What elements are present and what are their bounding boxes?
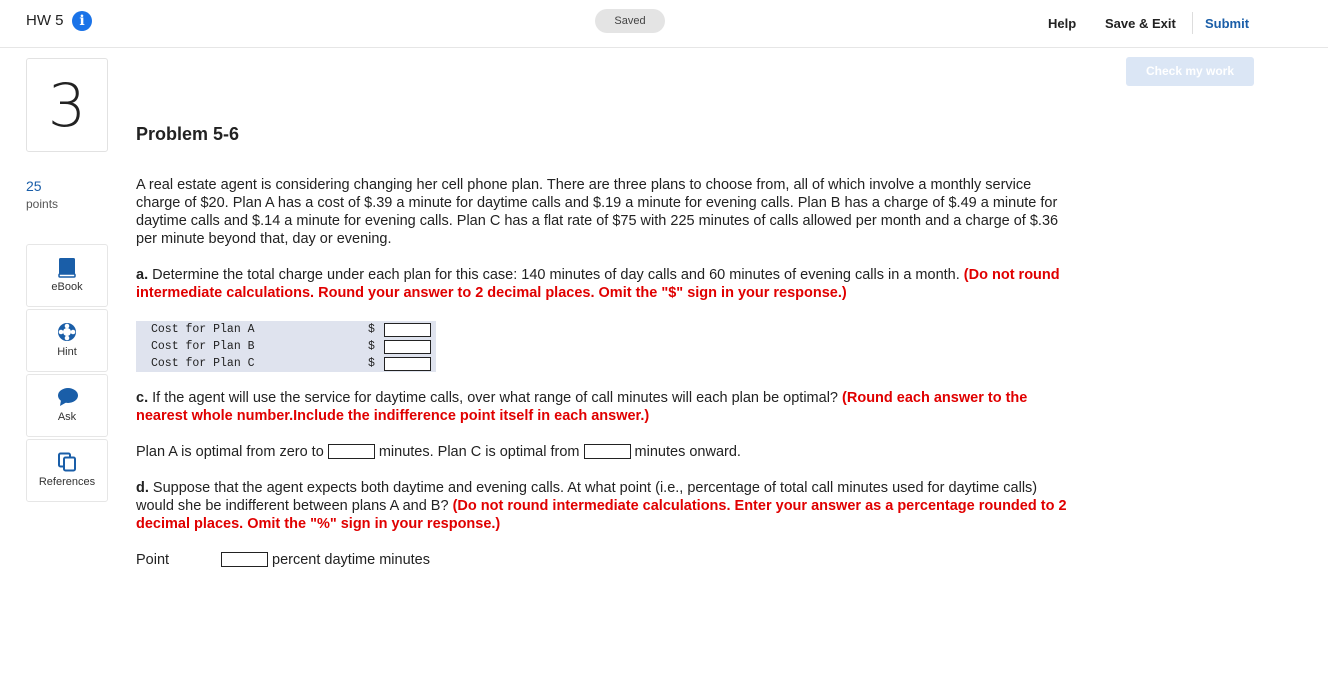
plan-c-range-input[interactable] bbox=[584, 444, 631, 459]
part-c-instruction: (Round each answer to the nearest whole number.Include the indifference point itself in each answer.) bbox=[136, 390, 1028, 424]
problem-intro: A real estate agent is considering changing her cell phone plan. There are three plans to choose from, all of which involve a monthly service charge of $20. Plan A has a cost of $.39 a minute for daytime calls and $.19 a minute for evening calls. Plan B has a charge of $.49 a minute for daytime calls and $.14 a minute for evening calls. Plan C has a flat rate of $75 with 225 minutes of calls allowed per month and a charge of $.36 per minute beyond that, day or evening. bbox=[136, 177, 1059, 247]
part-d-prompt bbox=[136, 479, 1076, 533]
plan-a-cost-input[interactable] bbox=[384, 323, 431, 337]
part-a-prompt bbox=[136, 266, 1076, 302]
help-link[interactable]: Help bbox=[1048, 16, 1077, 31]
cost-row-label: Cost for Plan B bbox=[151, 340, 255, 353]
references-label: References bbox=[38, 476, 96, 488]
copy-pages-icon bbox=[57, 452, 77, 472]
saved-status-badge: Saved bbox=[595, 9, 665, 33]
part-a-letter: a. bbox=[136, 267, 149, 283]
check-my-work-button[interactable]: Check my work bbox=[1126, 57, 1254, 86]
hint-button[interactable] bbox=[26, 309, 108, 372]
cost-row-label: Cost for Plan C bbox=[151, 357, 255, 370]
cost-row-label: Cost for Plan A bbox=[151, 323, 255, 336]
question-number: 3 bbox=[47, 71, 87, 141]
top-bar bbox=[0, 0, 1328, 48]
plan-a-suffix: minutes. Plan C is optimal from bbox=[374, 444, 584, 460]
assignment-title: HW 5 bbox=[26, 12, 64, 29]
part-c-letter: c. bbox=[136, 390, 149, 406]
plan-a-prefix: Plan A is optimal from zero to bbox=[136, 444, 328, 460]
part-c-answer-line bbox=[136, 443, 741, 461]
problem-title: Problem 5-6 bbox=[136, 124, 240, 144]
hint-label: Hint bbox=[57, 346, 77, 358]
part-d-instruction: (Do not round intermediate calculations. Enter your answer as a percentage rounded to 2 decimal places. Omit the "%" sign in your response.) bbox=[136, 498, 1067, 532]
currency-symbol: $ bbox=[368, 357, 375, 370]
question-number-box bbox=[26, 58, 108, 152]
chat-bubble-icon bbox=[57, 387, 79, 407]
points-label: points bbox=[26, 197, 59, 211]
cost-table bbox=[136, 321, 436, 372]
ask-button[interactable] bbox=[26, 374, 108, 437]
part-a-instruction: (Do not round intermediate calculations. Round your answer to 2 decimal places. Omit the "$" sign in your response.) bbox=[136, 267, 1060, 301]
part-c-text: If the agent will use the service for daytime calls, over what range of call minutes will each plan be optimal? bbox=[148, 390, 843, 406]
part-a-text: Determine the total charge under each plan for this case: 140 minutes of day calls and 60 minutes of evening calls in a month. bbox=[148, 267, 964, 283]
ebook-label: eBook bbox=[51, 281, 83, 293]
plan-b-cost-input[interactable] bbox=[384, 340, 431, 354]
point-suffix: percent daytime minutes bbox=[268, 552, 430, 568]
save-exit-link[interactable]: Save & Exit bbox=[1105, 16, 1176, 31]
submit-link[interactable]: Submit bbox=[1205, 16, 1250, 31]
info-icon[interactable]: i bbox=[72, 11, 92, 31]
book-icon bbox=[57, 257, 77, 279]
header-divider bbox=[1192, 12, 1193, 34]
ebook-button[interactable] bbox=[26, 244, 108, 307]
plan-c-suffix: minutes onward. bbox=[630, 444, 741, 460]
part-d-text: Suppose that the agent expects both daytime and evening calls. At what point (i.e., percentage of total call minutes used for daytime calls) would she be indifferent between plans A and B? bbox=[136, 480, 1038, 514]
point-answer-line bbox=[221, 551, 430, 569]
ask-label: Ask bbox=[57, 411, 77, 423]
lifebuoy-icon bbox=[57, 322, 77, 342]
point-percent-input[interactable] bbox=[221, 552, 268, 567]
currency-symbol: $ bbox=[368, 340, 375, 353]
plan-c-cost-input[interactable] bbox=[384, 357, 431, 371]
points-value: 25 bbox=[26, 178, 42, 194]
point-label: Point bbox=[136, 552, 170, 568]
plan-a-range-input[interactable] bbox=[328, 444, 375, 459]
references-button[interactable] bbox=[26, 439, 108, 502]
part-c-prompt bbox=[136, 389, 1076, 425]
part-d-letter: d. bbox=[136, 480, 149, 496]
currency-symbol: $ bbox=[368, 323, 375, 336]
